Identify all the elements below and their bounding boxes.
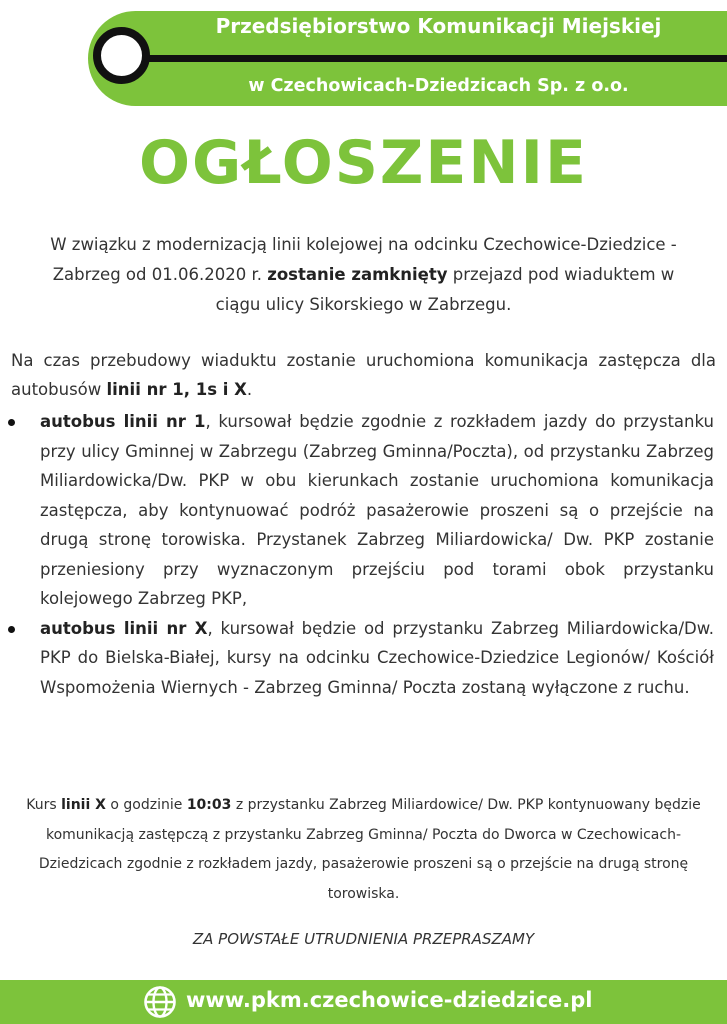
list-item-line-1 <box>0 407 727 614</box>
intro-text-a: W związku z modernizacją linii kolejowej na odcinku Czechowice-Dziedzice - Zabrzeg od 01.06.2020 r. <box>50 235 677 284</box>
header-banner <box>0 0 727 110</box>
header-ring-logo <box>93 27 150 84</box>
bus-line-list <box>0 407 727 702</box>
kurs-time-bold: 10:03 <box>186 797 232 813</box>
lead-bold: linii nr 1, 1s i X <box>106 380 247 399</box>
kurs-line-bold: linii X <box>61 797 106 813</box>
list-item-bold: autobus linii nr 1 <box>40 412 206 431</box>
globe-icon <box>143 985 177 1019</box>
course-note-paragraph <box>20 791 707 909</box>
apology-text: ZA POWSTAŁE UTRUDNIENIA PRZEPRASZAMY <box>192 930 535 948</box>
company-name-line1: Przedsiębiorstwo Komunikacji Miejskiej <box>215 14 662 38</box>
header-track-line <box>120 55 727 62</box>
lead-text-b: . <box>246 380 253 399</box>
website-link[interactable]: www.pkm.czechowice-dziedzice.pl <box>186 988 593 1012</box>
bullet-icon <box>8 419 15 426</box>
page-title: OGŁOSZENIE <box>139 128 588 198</box>
footer-bar <box>0 980 727 1024</box>
intro-paragraph <box>40 230 687 320</box>
list-item-bold: autobus linii nr X <box>40 618 208 638</box>
list-item-text: , kursował będzie od przystanku Zabrzeg Miliardowicka/Dw. PKP do Bielska-Białej, kursy na odcinku Czechowice-Dziedzice Legionów/ Kościół Wspomożenia Wiernych - Zabrzeg Gminna/ Poczta zostaną wyłączone z ruchu. <box>40 618 714 697</box>
company-name-line2: w Czechowicach-Dziedzicach Sp. z o.o. <box>248 76 629 96</box>
lead-text-a: Na czas przebudowy wiaduktu zostanie uruchomiona komunikacja zastępcza dla autobusów <box>11 351 716 399</box>
kurs-text-3: z przystanku Zabrzeg Miliardowice/ Dw. PKP kontynuowany będzie komunikacją zastępczą z przystanku Zabrzeg Gminna/ Poczta do Dworca w Czechowicach-Dziedzicach zgodnie z rozkładem jazdy, pasażerowie proszeni są o przejście na drugą stronę torowiska. <box>38 797 701 902</box>
lead-paragraph <box>11 346 716 404</box>
kurs-text-2: o godzinie <box>105 797 187 813</box>
intro-text-b: przejazd pod wiaduktem w ciągu ulicy Sikorskiego w Zabrzegu. <box>215 265 675 314</box>
list-item-text: , kursował będzie zgodnie z rozkładem jazdy do przystanku przy ulicy Gminnej w Zabrzegu (Zabrzeg Gminna/Poczta), od przystanku Zabrzeg Miliardowicka/Dw. PKP w obu kierunkach zostanie uruchomiona komunikacja zastępcza, aby kontynuować podróż pasażerowie proszeni są o przejście na drugą stronę torowiska. Przystanek Zabrzeg Miliardowicka/ Dw. PKP zostanie przeniesiony przy wyznaczonym przejściu pod torami obok przystanku kolejowego Zabrzeg PKP, <box>40 412 715 608</box>
bullet-icon <box>8 626 15 633</box>
kurs-text-1: Kurs <box>26 797 62 813</box>
list-item-line-x <box>0 614 727 703</box>
intro-bold: zostanie zamknięty <box>267 265 448 284</box>
